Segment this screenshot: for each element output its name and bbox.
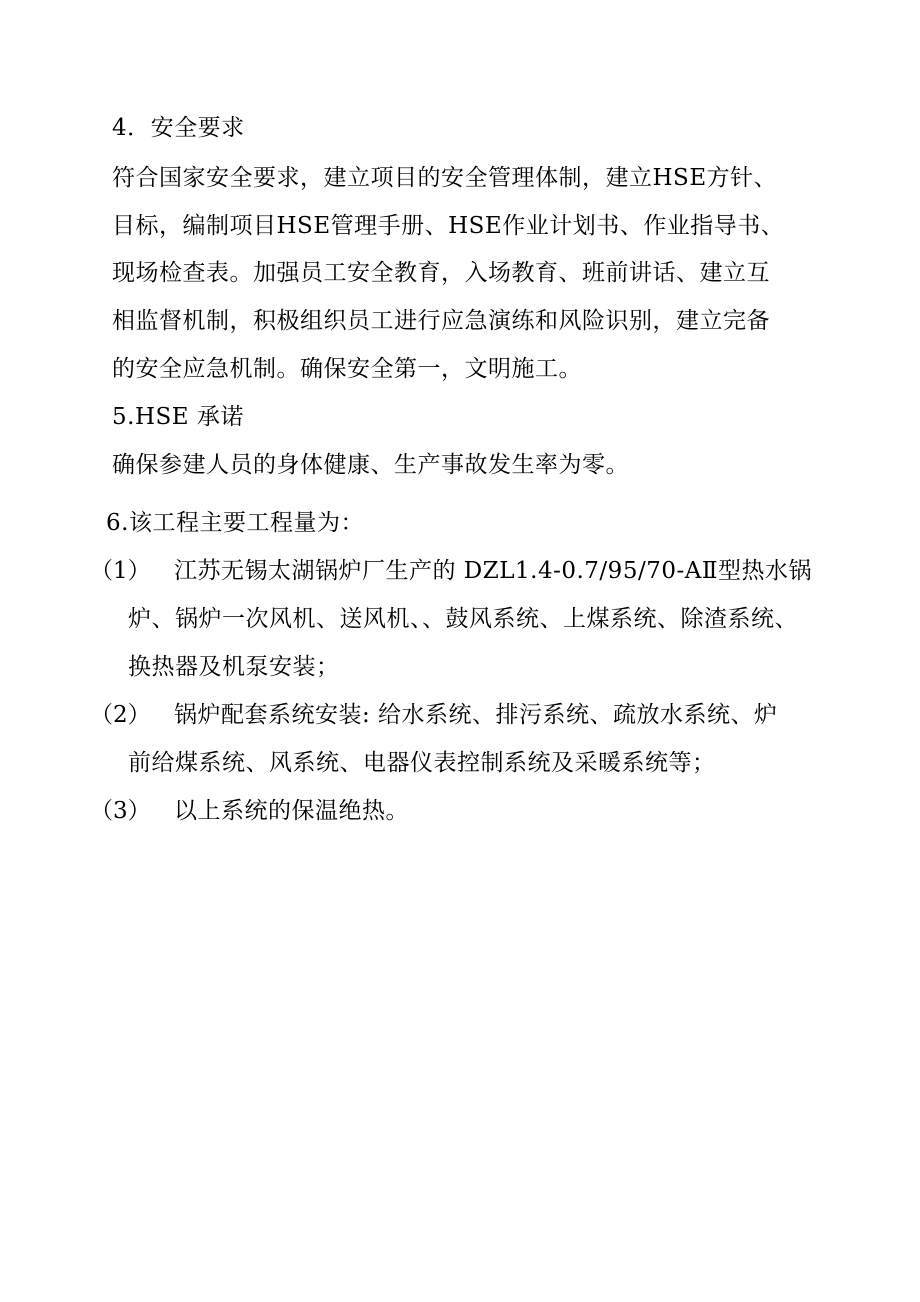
- section-4-paragraph-line-1: 符合国家安全要求，建立项目的安全管理体制，建立HSE方针、: [112, 165, 778, 191]
- section-5-heading: 5.HSE 承诺: [112, 404, 244, 430]
- list-item-2-line-2: 前给煤系统、风系统、电器仪表控制系统及采暖系统等；: [128, 750, 716, 776]
- list-item-1-line-3: 换热器及机泵安装；: [128, 654, 340, 680]
- list-item-3-number: （3）: [90, 798, 151, 824]
- list-item-2-number: （2）: [90, 702, 151, 728]
- section-5-paragraph-line-1: 确保参建人员的身体健康、生产事故发生率为零。: [112, 452, 629, 478]
- list-item-3-line-1: 以上系统的保温绝热。: [174, 798, 409, 824]
- section-4-paragraph-line-2: 目标，编制项目HSE管理手册、HSE作业计划书、作业指导书、: [112, 213, 785, 239]
- section-4-heading: 4．安全要求: [112, 115, 245, 141]
- list-item-1-line-2: 炉、锅炉一次风机、送风机、、鼓风系统、上煤系统、除渣系统、: [128, 606, 798, 632]
- section-4-paragraph-line-4: 相监督机制，积极组织员工进行应急演练和风险识别，建立完备: [112, 308, 770, 334]
- list-item-1-number: （1）: [90, 558, 151, 584]
- list-item-1-line-1: 江苏无锡太湖锅炉厂生产的 DZL1.4-0.7/95/70-AⅡ型热水锅: [174, 558, 812, 584]
- list-item-2-line-1: 锅炉配套系统安装: 给水系统、排污系统、疏放水系统、炉: [174, 702, 778, 728]
- section-6-heading: 6.该工程主要工程量为：: [106, 510, 364, 536]
- section-4-paragraph-line-3: 现场检查表。加强员工安全教育，入场教育、班前讲话、建立互: [112, 260, 770, 286]
- section-4-paragraph-line-5: 的安全应急机制。确保安全第一，文明施工。: [112, 356, 582, 382]
